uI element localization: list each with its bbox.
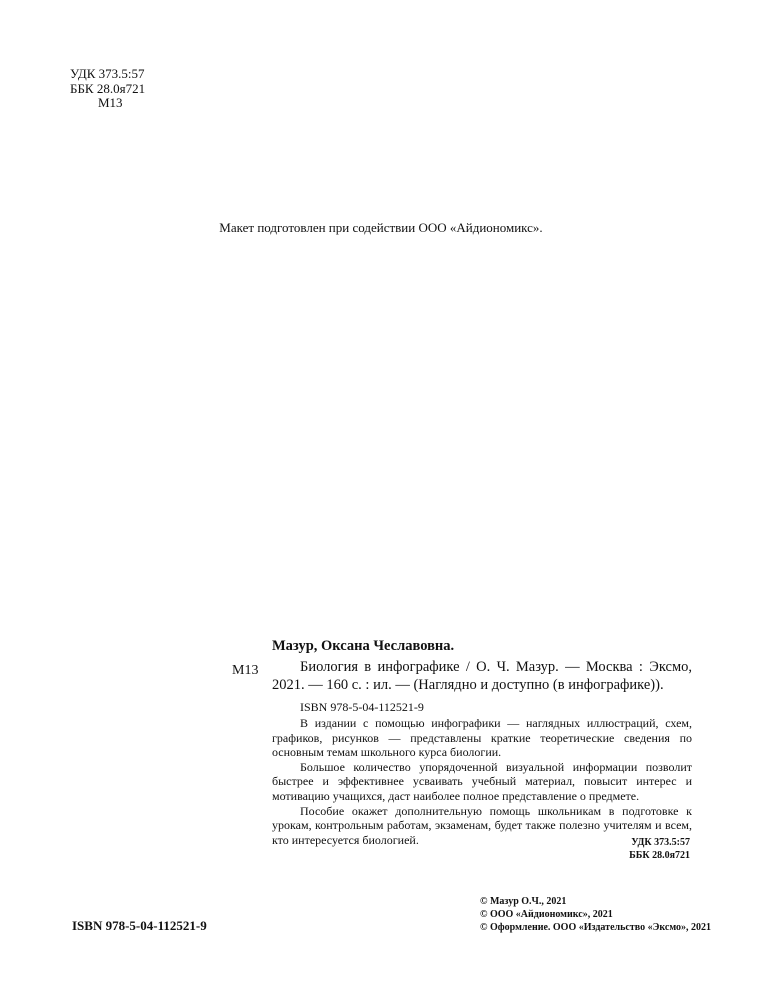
author-sign: М13 bbox=[98, 95, 123, 110]
annotation-paragraph: Большое количество упорядоченной визуальной информации позволит быстрее и эффективнее усваивать учебный материал, повысит интерес и мотивацию учащихся, даст наиболее полное представление о предмете. bbox=[272, 759, 692, 803]
annotation-paragraph: В издании с помощью инфографики — наглядных иллюстраций, схем, графиков, рисунков — представлены краткие теоретические сведения по основным темам школьного курса биологии. bbox=[272, 716, 692, 760]
card-isbn: ISBN 978-5-04-112521-9 bbox=[300, 700, 424, 714]
card-classification bbox=[572, 836, 690, 862]
card-udk: УДК 373.5:57 bbox=[631, 837, 690, 848]
annotation-paragraph: Пособие окажет дополнительную помощь школьникам в подготовке к урокам, контрольным работам, экзаменам, будет также полезно учителям и всем, кто интересуется биологией. bbox=[272, 803, 692, 847]
annotation bbox=[272, 716, 692, 847]
copyright-block bbox=[480, 895, 711, 934]
copyright-line: © Оформление. ООО «Издательство «Эксмо», 2021 bbox=[480, 922, 711, 933]
bibliographic-description: Биология в инфографике / О. Ч. Мазур. — Москва : Эксмо, 2021. — 160 с. : ил. — (Наглядно и доступно (в инфографике)). bbox=[272, 659, 692, 693]
copyright-line: © ООО «Айдиономикс», 2021 bbox=[480, 909, 613, 920]
card-bbk: ББК 28.0я721 bbox=[629, 850, 690, 861]
udk-code: УДК 373.5:57 bbox=[70, 66, 145, 81]
card-author: Мазур, Оксана Чеславовна. bbox=[272, 638, 455, 654]
classification-block bbox=[70, 67, 145, 111]
card-author-sign: М13 bbox=[232, 663, 259, 678]
prepared-note: Макет подготовлен при содействии ООО «Айдиономикс». bbox=[219, 220, 543, 235]
footer-isbn: ISBN 978-5-04-112521-9 bbox=[72, 918, 207, 933]
copyright-line: © Мазур О.Ч., 2021 bbox=[480, 896, 567, 907]
bbk-code: ББК 28.0я721 bbox=[70, 80, 146, 96]
